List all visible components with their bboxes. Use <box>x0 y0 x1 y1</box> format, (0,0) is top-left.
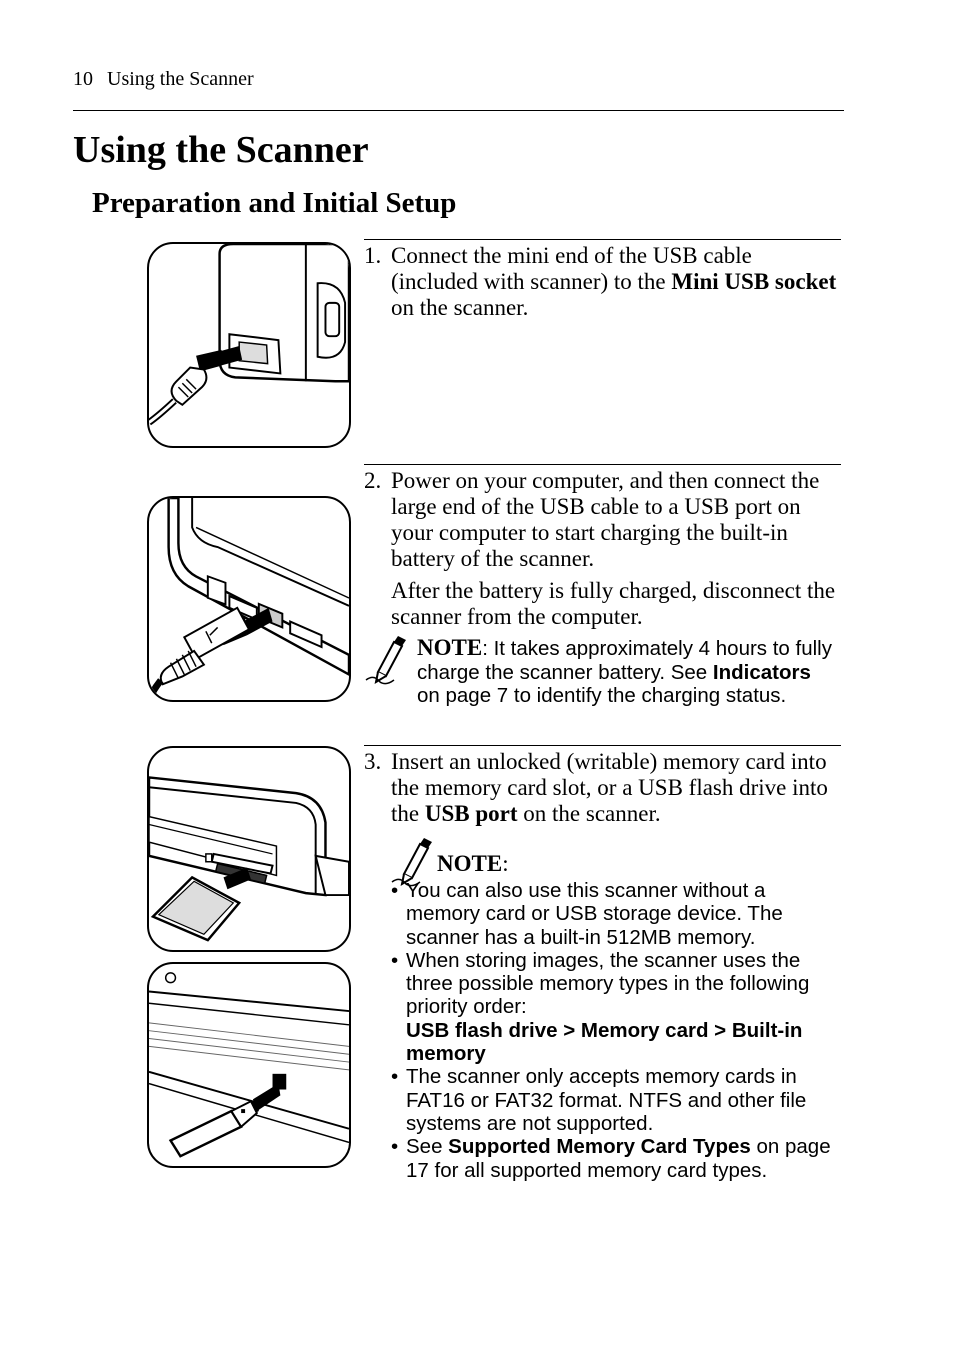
step-3-rule <box>364 745 841 746</box>
note-pencil-icon <box>364 636 410 686</box>
running-title: Using the Scanner <box>107 68 254 90</box>
cross-reference: Supported Memory Card Types <box>448 1135 751 1159</box>
note-bold: Indicators <box>712 660 811 684</box>
step-3-text <box>391 749 840 827</box>
step-2-text: Power on your computer, and then connect the large end of the USB cable to a USB port on your computer to start charging the built-in battery of the scanner. <box>391 468 820 571</box>
mini-usb-drawing <box>149 244 349 446</box>
step-2-text-after: After the battery is fully charged, disconnect the scanner from the computer. <box>391 578 836 629</box>
step-3-text-a: Insert an unlocked (writable) memory card into the memory card slot, or a USB flash drive into the <box>391 749 828 826</box>
note-item-text: When storing images, the scanner uses the three possible memory types in the following priority order: <box>406 948 810 1019</box>
note-item: • You can also use this scanner without a memory card or USB storage device. The scanner has a built-in 512MB memory. <box>391 879 841 949</box>
note-item: • The scanner only accepts memory cards in FAT16 or FAT32 format. NTFS and other file systems are not supported. <box>391 1065 841 1135</box>
memory-card-drawing <box>149 748 349 950</box>
step-3 <box>364 749 840 827</box>
step-2-rule <box>364 464 841 465</box>
step-1-bold: Mini USB socket <box>671 269 837 294</box>
step-3-number: 3. <box>364 749 382 774</box>
note-item <box>391 949 841 1065</box>
note-text-b: on page 7 to identify the charging status. <box>417 684 787 707</box>
illustration-memory-card <box>147 746 351 952</box>
note-colon: : <box>502 851 509 876</box>
section-title: Preparation and Initial Setup <box>92 187 457 219</box>
note-label-2: NOTE <box>437 851 503 876</box>
step-1-text-a: Connect the mini end of the USB cable (included with scanner) to the <box>391 243 752 294</box>
step-3-note-label <box>437 851 509 877</box>
usb-computer-drawing <box>149 498 349 700</box>
step-3-bold: USB port <box>424 801 518 826</box>
step-2 <box>364 468 840 630</box>
running-header <box>73 68 254 91</box>
illustration-mini-usb <box>147 242 351 448</box>
step-1-number: 1. <box>364 243 382 268</box>
step-2-number: 2. <box>364 468 382 493</box>
step-1 <box>364 243 840 321</box>
usb-flash-drive-drawing <box>149 964 349 1166</box>
step-3-notes <box>391 879 841 1182</box>
note-item-pre: See <box>406 1135 449 1159</box>
page-title: Using the Scanner <box>73 129 369 171</box>
note-item-post: on page 17 for all supported memory card types. <box>406 1135 831 1182</box>
note-text-a: : It takes approximately 4 hours to fully charge the scanner battery. See <box>417 637 832 684</box>
step-1-rule <box>364 239 841 240</box>
step-1-text-b: on the scanner. <box>391 295 529 320</box>
priority-order: USB flash drive > Memory card > Built-in memory <box>406 1018 803 1066</box>
header-rule <box>73 110 844 111</box>
note-label: NOTE <box>417 635 483 660</box>
step-3-text-b: on the scanner. <box>517 801 661 826</box>
step-2-note <box>417 636 839 708</box>
note-item <box>391 1135 841 1182</box>
step-1-text <box>391 243 840 321</box>
illustration-usb-computer <box>147 496 351 702</box>
page-number: 10 <box>73 68 93 90</box>
illustration-usb-flash-drive <box>147 962 351 1168</box>
